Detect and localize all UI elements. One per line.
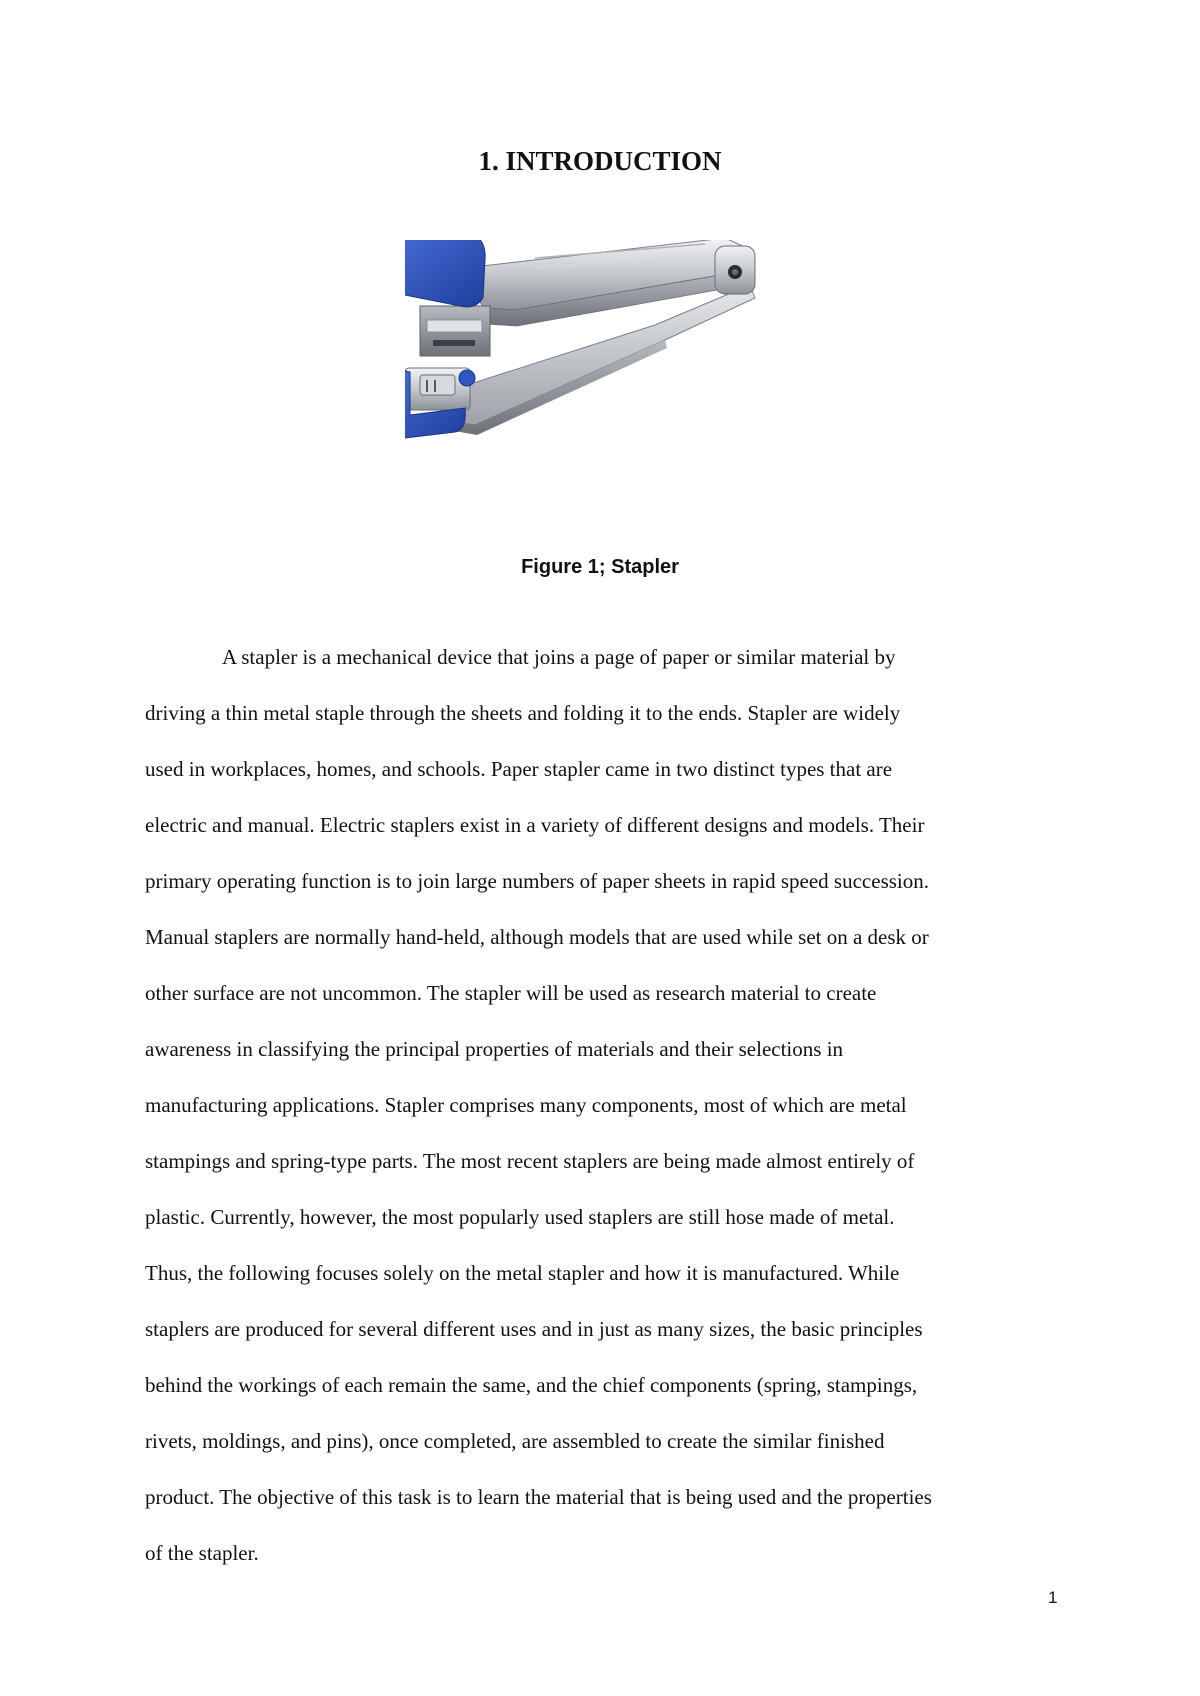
paragraph-line: product. The objective of this task is to learn the material that is being used and the properties (145, 1485, 932, 1509)
paragraph-line: manufacturing applications. Stapler comprises many components, most of which are metal (145, 1093, 907, 1117)
paragraph-line: Thus, the following focuses solely on the metal stapler and how it is manufactured. While (145, 1261, 900, 1285)
body-paragraph (145, 629, 1065, 1581)
paragraph-line: of the stapler. (145, 1541, 259, 1565)
stapler-image (405, 240, 825, 490)
paragraph-line: A stapler is a mechanical device that joins a page of paper or similar material by (222, 645, 896, 669)
paragraph-line: stampings and spring-type parts. The most recent staplers are being made almost entirely of (145, 1149, 915, 1173)
paragraph-line: other surface are not uncommon. The stapler will be used as research material to create (145, 981, 877, 1005)
paragraph-line: awareness in classifying the principal properties of materials and their selections in (145, 1037, 844, 1061)
paragraph-line: staplers are produced for several different uses and in just as many sizes, the basic principles (145, 1317, 923, 1341)
figure-caption: Figure 1; Stapler (521, 556, 679, 578)
paragraph-line: used in workplaces, homes, and schools. Paper stapler came in two distinct types that are (145, 757, 893, 781)
page-number: 1 (1048, 1588, 1058, 1607)
paragraph-line: electric and manual. Electric staplers exist in a variety of different designs and models. Their (145, 813, 925, 837)
paragraph-line: driving a thin metal staple through the sheets and folding it to the ends. Stapler are widely (145, 701, 901, 725)
paragraph-line: plastic. Currently, however, the most popularly used staplers are still hose made of metal. (145, 1205, 895, 1229)
paragraph-line: primary operating function is to join large numbers of paper sheets in rapid speed succession. (145, 869, 929, 893)
paragraph-line: behind the workings of each remain the same, and the chief components (spring, stampings, (145, 1373, 918, 1397)
paragraph-line: rivets, moldings, and pins), once completed, are assembled to create the similar finished (145, 1429, 885, 1453)
stapler-figure (405, 240, 825, 490)
paragraph-line: Manual staplers are normally hand-held, although models that are used while set on a desk or (145, 925, 929, 949)
section-heading: 1. INTRODUCTION (478, 146, 722, 176)
